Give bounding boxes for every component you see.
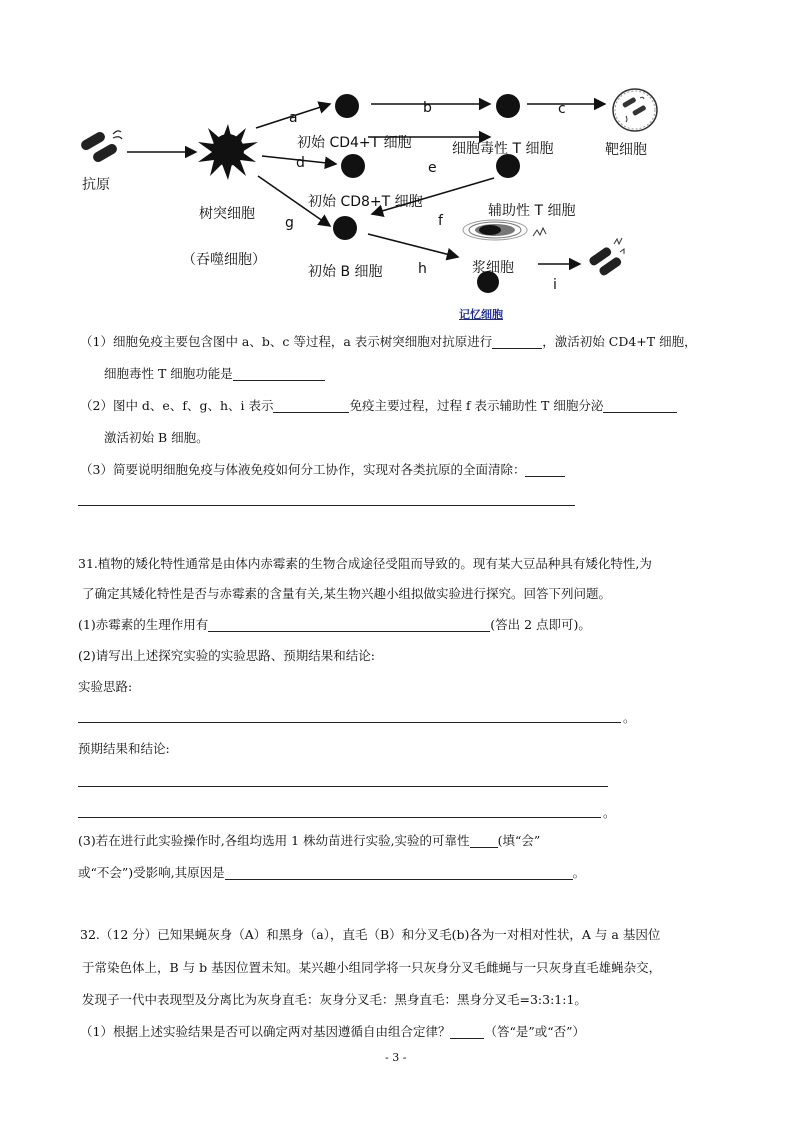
dendritic-cell-label: 树突细胞 <box>199 206 255 222</box>
q30-part1-line1: （1）细胞免疫主要包含图中 a、b、c 等过程，a 表示树突细胞对抗原进行 ，激活初始 CD4+T 细胞， <box>80 334 697 349</box>
q31-idea-label: 实验思路: <box>78 679 133 694</box>
q32-intro-line3: 发现子一代中表现型及分离比为灰身直毛：灰身分叉毛：黑身直毛：黑身分叉毛=3:3:1:1。 <box>82 992 587 1007</box>
q31-intro-line2: 了确定其矮化特性是否与赤霉素的含量有关,某生物兴趣小组拟做实验进行探究。回答下列问题。 <box>82 586 611 601</box>
arrow-label-g: g <box>285 215 294 231</box>
q31-idea-period: 。 <box>623 710 636 725</box>
arrow-label-e: e <box>428 160 437 176</box>
q32-part1: （1）根据上述实验结果是否可以确定两对基因遵循自由组合定律？ （答“是”或“否”） <box>80 1024 586 1039</box>
arrow-label-d: d <box>296 155 305 171</box>
helper-t-label: 辅助性 T 细胞 <box>488 203 576 219</box>
q30-part3-line1: （3）简要说明细胞免疫与体液免疫如何分工协作，实现对各类抗原的全面清除： <box>80 462 565 477</box>
q31-blank-1[interactable] <box>208 617 490 632</box>
arrow-label-i: i <box>553 277 557 293</box>
naive-b-label: 初始 B 细胞 <box>308 264 383 280</box>
q30-blank-1[interactable] <box>492 334 542 349</box>
q30-blank-5[interactable] <box>525 462 565 477</box>
q30-blank-2[interactable] <box>233 366 325 381</box>
q30-part1-line2: 细胞毒性 T 细胞功能是 <box>104 366 325 381</box>
naive-cd4-cell-icon <box>335 94 359 118</box>
dendritic-cell-icon <box>198 124 258 180</box>
q31-result-label: 预期结果和结论: <box>78 741 170 756</box>
plasma-cell-label: 浆细胞 <box>472 260 514 276</box>
naive-cd4-label: 初始 CD4+T 细胞 <box>297 135 412 151</box>
q30-blank-3[interactable] <box>273 398 349 413</box>
q32-blank-1[interactable] <box>450 1024 484 1039</box>
antigen-icon <box>79 130 122 164</box>
naive-b-cell-icon <box>333 216 357 240</box>
q30-answer-line[interactable] <box>78 505 575 506</box>
q31-blank-3[interactable] <box>225 865 573 880</box>
neutralized-antigen-icon <box>588 238 624 277</box>
memory-cell-label: 记忆细胞 <box>459 308 503 321</box>
q31-part3-line2: 或“不会”)受影响,其原因是 。 <box>78 865 586 880</box>
arrow-label-b: b <box>423 100 432 116</box>
page-number: - 3 - <box>385 1051 407 1064</box>
antigen-label: 抗原 <box>82 177 110 193</box>
arrow-label-c: c <box>558 101 566 117</box>
q31-part1: (1)赤霉素的生理作用有 (答出 2 点即可)。 <box>78 617 591 632</box>
q30-blank-4[interactable] <box>603 398 677 413</box>
q31-part3-line1: (3)若在进行此实验操作时,各组均选用 1 株幼苗进行实验,实验的可靠性 (填“会” <box>78 833 541 848</box>
q32-intro-line2: 于常染色体上，B 与 b 基因位置未知。某兴趣小组同学将一只灰身分叉毛雌蝇与一只灰身直毛雄蝇杂交， <box>82 960 662 975</box>
q31-intro-line1: 31.植物的矮化特性通常是由体内赤霉素的生物合成途径受阻而导致的。现有某大豆品种具有矮化特性,为 <box>78 556 652 571</box>
q31-result-period: 。 <box>603 805 616 820</box>
q31-result-answer-line-2[interactable] <box>78 817 601 818</box>
target-cell-icon <box>613 89 657 131</box>
phagocyte-label: （吞噬细胞） <box>182 252 266 268</box>
immune-diagram <box>0 0 794 330</box>
q30-part2-line2: 激活初始 B 细胞。 <box>104 430 209 445</box>
q31-idea-answer-line[interactable] <box>78 722 621 723</box>
q31-blank-2[interactable] <box>470 833 498 848</box>
naive-cd8-cell-icon <box>341 154 365 178</box>
q31-result-answer-line-1[interactable] <box>78 786 608 787</box>
cytotoxic-t-label: 细胞毒性 T 细胞 <box>452 141 554 157</box>
cytotoxic-t-cell-icon <box>496 94 520 118</box>
q32-intro-line1: 32.（12 分）已知果蝇灰身（A）和黑身（a），直毛（B）和分叉毛(b)各为一对相对性状，A 与 a 基因位 <box>80 927 661 942</box>
q31-part2: (2)请写出上述探究实验的实验思路、预期结果和结论: <box>78 648 375 663</box>
target-cell-label: 靶细胞 <box>605 142 647 158</box>
naive-cd8-label: 初始 CD8+T 细胞 <box>308 194 423 210</box>
arrow-label-f: f <box>438 213 443 229</box>
arrow-label-a: a <box>289 110 298 126</box>
arrow-label-h: h <box>418 261 427 277</box>
q30-part2-line1: （2）图中 d、e、f、g、h、i 表示 免疫主要过程，过程 f 表示辅助性 T 细胞分泌 <box>80 398 677 413</box>
plasma-cell-icon <box>463 220 546 240</box>
